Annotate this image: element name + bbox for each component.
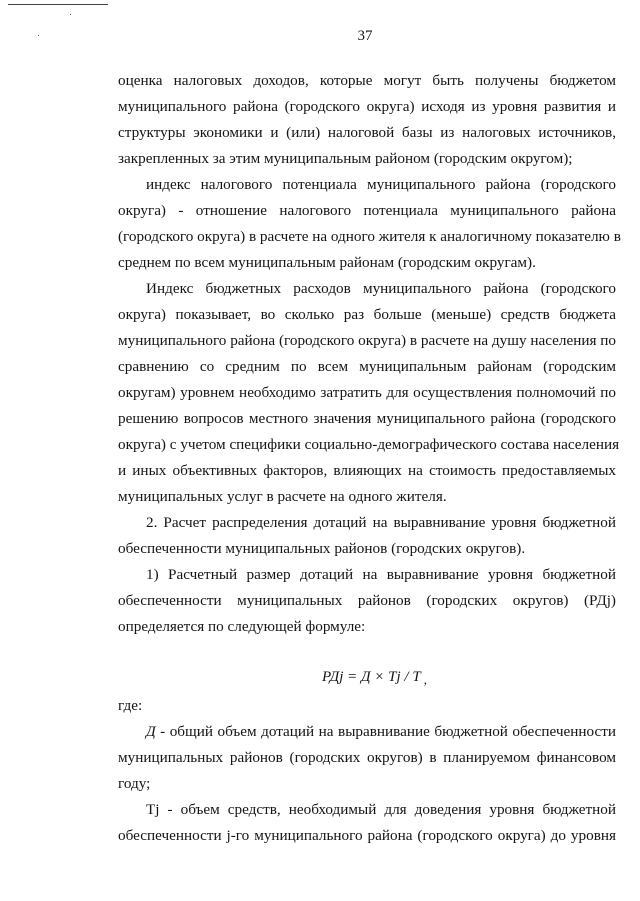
text-line: обеспеченности j-го муниципального района (городского округа) до уровня (118, 827, 616, 844)
scan-artifact-line (8, 4, 108, 5)
text-line: 2. Расчет распределения дотаций на выравнивание уровня бюджетной (146, 514, 616, 531)
symbol-tj: Тj (146, 801, 160, 818)
paragraph-tax-revenue (118, 68, 616, 172)
text-line: решению вопросов местного значения муниципального района (городского (118, 410, 616, 427)
text-line: (городского округа) в расчете на одного жителя к аналогичному показателю в (118, 228, 621, 245)
text-line: обеспеченности муниципальных районов (городских округов) (РДj) (118, 592, 616, 609)
text-line: Индекс бюджетных расходов муниципального района (городского (146, 280, 616, 297)
text-line: муниципального района (городского округа) в расчете на душу населения по (118, 332, 616, 349)
paragraph-tax-potential-index (118, 172, 621, 276)
scan-speck (70, 14, 71, 15)
text-line: индекс налогового потенциала муниципального района (городского (146, 176, 616, 193)
formula-expression: РДj = Д × Tj / T (322, 669, 421, 685)
text-line (118, 719, 616, 745)
definition-d (118, 719, 616, 797)
definition-text: - общий объем дотаций на выравнивание бюджетной обеспеченности (155, 723, 616, 740)
paragraph-budget-expenditure-index (118, 276, 620, 510)
formula (322, 667, 427, 687)
text-line: округа) с учетом специфики социально-демографического состава населения (118, 436, 620, 453)
text-line: муниципальных услуг в расчете на одного жителя. (118, 488, 447, 505)
paragraph-item-1 (118, 562, 616, 640)
symbol-d: Д (146, 723, 156, 740)
page-number: 37 (357, 28, 373, 44)
text-line: муниципальных районов (городских округов) в планируемом финансовом (118, 749, 616, 766)
text-line: закрепленных за этим муниципальным районом (городским округом); (118, 150, 573, 167)
text-line: и иных объективных факторов, влияющих на стоимость предоставляемых (118, 462, 616, 479)
text-line: обеспеченности муниципальных районов (городских округов). (118, 540, 526, 557)
text-line: сравнению со средним по всем муниципальным районам (городским (118, 358, 616, 375)
text-line: определяется по следующей формуле: (118, 618, 366, 635)
text-line: году; (118, 775, 151, 792)
definition-tj (118, 797, 616, 849)
text-line: округам) уровнем необходимо затратить для осуществления полномочий по (118, 384, 616, 401)
text-line: округа) показывает, во сколько раз больше (меньше) средств бюджета (118, 306, 616, 323)
text-line: муниципального района (городского округа) исходя из уровня развития и (118, 98, 616, 115)
text-line: округа) - отношение налогового потенциала муниципального района (118, 202, 616, 219)
formula-comma: , (423, 672, 427, 687)
text-line: 1) Расчетный размер дотаций на выравнивание уровня бюджетной (146, 566, 616, 583)
definition-text: - объем средств, необходимый для доведения уровня бюджетной (159, 801, 616, 818)
paragraph-section-2 (118, 510, 616, 562)
where-label: где: (118, 697, 143, 714)
text-line (118, 797, 616, 823)
text-line: структуры экономики и (или) налоговой базы из налоговых источников, (118, 124, 616, 141)
text-line: среднем по всем муниципальным районам (городским округам). (118, 254, 536, 271)
text-line: оценка налоговых доходов, которые могут быть получены бюджетом (118, 72, 616, 89)
